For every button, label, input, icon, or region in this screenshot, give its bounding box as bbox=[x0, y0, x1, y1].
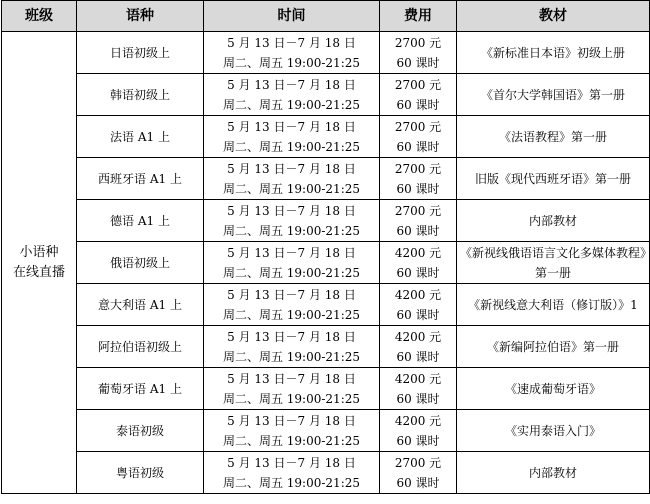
header-time: 时间 bbox=[204, 1, 380, 32]
textbook-cell: 《实用泰语入门》 bbox=[457, 410, 650, 452]
fee-amount: 2700 元 bbox=[394, 119, 442, 134]
fee-cell bbox=[380, 158, 457, 200]
weekly-schedule: 周二、周五 19:00-21:25 bbox=[222, 55, 361, 70]
fee-amount: 4200 元 bbox=[394, 245, 442, 260]
language-cell: 法语 A1 上 bbox=[77, 116, 204, 158]
class-hours: 60 课时 bbox=[396, 265, 440, 280]
date-range: 5 月 13 日－7 月 18 日 bbox=[227, 371, 356, 386]
time-cell bbox=[204, 368, 380, 410]
weekly-schedule: 周二、周五 19:00-21:25 bbox=[222, 433, 361, 448]
time-cell bbox=[204, 452, 380, 494]
fee-cell bbox=[380, 116, 457, 158]
date-range: 5 月 13 日－7 月 18 日 bbox=[227, 35, 356, 50]
textbook-cell: 《法语教程》第一册 bbox=[457, 116, 650, 158]
language-cell: 阿拉伯语初级上 bbox=[77, 326, 204, 368]
time-cell bbox=[204, 410, 380, 452]
class-name-cell bbox=[2, 32, 77, 494]
weekly-schedule: 周二、周五 19:00-21:25 bbox=[222, 181, 361, 196]
table-header bbox=[2, 1, 650, 32]
time-cell bbox=[204, 32, 380, 74]
language-cell: 德语 A1 上 bbox=[77, 200, 204, 242]
fee-cell bbox=[380, 74, 457, 116]
table-row bbox=[2, 242, 650, 284]
date-range: 5 月 13 日－7 月 18 日 bbox=[227, 245, 356, 260]
textbook-cell: 《新视线俄语语言文化多媒体教程》第一册 bbox=[457, 242, 650, 284]
fee-cell bbox=[380, 368, 457, 410]
fee-cell bbox=[380, 242, 457, 284]
table-row bbox=[2, 410, 650, 452]
header-row bbox=[2, 1, 650, 32]
date-range: 5 月 13 日－7 月 18 日 bbox=[227, 119, 356, 134]
language-cell: 西班牙语 A1 上 bbox=[77, 158, 204, 200]
table-row bbox=[2, 284, 650, 326]
time-cell bbox=[204, 242, 380, 284]
language-cell: 意大利语 A1 上 bbox=[77, 284, 204, 326]
fee-amount: 2700 元 bbox=[394, 35, 442, 50]
class-hours: 60 课时 bbox=[396, 307, 440, 322]
class-hours: 60 课时 bbox=[396, 223, 440, 238]
weekly-schedule: 周二、周五 19:00-21:25 bbox=[222, 475, 361, 490]
language-cell: 日语初级上 bbox=[77, 32, 204, 74]
textbook-cell: 内部教材 bbox=[457, 200, 650, 242]
fee-amount: 4200 元 bbox=[394, 329, 442, 344]
fee-cell bbox=[380, 326, 457, 368]
weekly-schedule: 周二、周五 19:00-21:25 bbox=[222, 223, 361, 238]
fee-cell bbox=[380, 32, 457, 74]
language-cell: 泰语初级 bbox=[77, 410, 204, 452]
time-cell bbox=[204, 74, 380, 116]
class-hours: 60 课时 bbox=[396, 55, 440, 70]
textbook-cell: 《新编阿拉伯语》第一册 bbox=[457, 326, 650, 368]
date-range: 5 月 13 日－7 月 18 日 bbox=[227, 161, 356, 176]
date-range: 5 月 13 日－7 月 18 日 bbox=[227, 287, 356, 302]
header-textbook: 教材 bbox=[457, 1, 650, 32]
weekly-schedule: 周二、周五 19:00-21:25 bbox=[222, 139, 361, 154]
header-fee: 费用 bbox=[380, 1, 457, 32]
fee-amount: 2700 元 bbox=[394, 203, 442, 218]
language-cell: 粤语初级 bbox=[77, 452, 204, 494]
date-range: 5 月 13 日－7 月 18 日 bbox=[227, 413, 356, 428]
fee-amount: 2700 元 bbox=[394, 77, 442, 92]
class-hours: 60 课时 bbox=[396, 97, 440, 112]
weekly-schedule: 周二、周五 19:00-21:25 bbox=[222, 349, 361, 364]
textbook-cell: 《新标准日本语》初级上册 bbox=[457, 32, 650, 74]
language-cell: 俄语初级上 bbox=[77, 242, 204, 284]
fee-cell bbox=[380, 200, 457, 242]
weekly-schedule: 周二、周五 19:00-21:25 bbox=[222, 97, 361, 112]
class-name-line: 小语种 bbox=[19, 244, 59, 260]
class-hours: 60 课时 bbox=[396, 181, 440, 196]
table-row bbox=[2, 200, 650, 242]
fee-cell bbox=[380, 410, 457, 452]
time-cell bbox=[204, 116, 380, 158]
fee-cell bbox=[380, 284, 457, 326]
fee-cell bbox=[380, 452, 457, 494]
table-row bbox=[2, 158, 650, 200]
table-row bbox=[2, 326, 650, 368]
class-name-line: 在线直播 bbox=[12, 264, 65, 280]
time-cell bbox=[204, 284, 380, 326]
date-range: 5 月 13 日－7 月 18 日 bbox=[227, 455, 356, 470]
class-hours: 60 课时 bbox=[396, 391, 440, 406]
weekly-schedule: 周二、周五 19:00-21:25 bbox=[222, 391, 361, 406]
header-language: 语种 bbox=[77, 1, 204, 32]
language-cell: 葡萄牙语 A1 上 bbox=[77, 368, 204, 410]
table-row bbox=[2, 116, 650, 158]
date-range: 5 月 13 日－7 月 18 日 bbox=[227, 329, 356, 344]
textbook-cell: 内部教材 bbox=[457, 452, 650, 494]
class-hours: 60 课时 bbox=[396, 349, 440, 364]
fee-amount: 4200 元 bbox=[394, 371, 442, 386]
time-cell bbox=[204, 200, 380, 242]
table-body bbox=[2, 32, 650, 494]
table-row bbox=[2, 368, 650, 410]
textbook-cell: 《新视线意大利语（修订版）》1 bbox=[457, 284, 650, 326]
table-row bbox=[2, 32, 650, 74]
textbook-cell: 《速成葡萄牙语》 bbox=[457, 368, 650, 410]
table-row bbox=[2, 74, 650, 116]
date-range: 5 月 13 日－7 月 18 日 bbox=[227, 203, 356, 218]
time-cell bbox=[204, 326, 380, 368]
class-hours: 60 课时 bbox=[396, 475, 440, 490]
header-class: 班级 bbox=[2, 1, 77, 32]
fee-amount: 2700 元 bbox=[394, 455, 442, 470]
date-range: 5 月 13 日－7 月 18 日 bbox=[227, 77, 356, 92]
weekly-schedule: 周二、周五 19:00-21:25 bbox=[222, 265, 361, 280]
course-schedule-table bbox=[1, 0, 650, 494]
fee-amount: 4200 元 bbox=[394, 413, 442, 428]
language-cell: 韩语初级上 bbox=[77, 74, 204, 116]
textbook-cell: 旧版《现代西班牙语》第一册 bbox=[457, 158, 650, 200]
class-hours: 60 课时 bbox=[396, 433, 440, 448]
class-hours: 60 课时 bbox=[396, 139, 440, 154]
weekly-schedule: 周二、周五 19:00-21:25 bbox=[222, 307, 361, 322]
fee-amount: 4200 元 bbox=[394, 287, 442, 302]
textbook-cell: 《首尔大学韩国语》第一册 bbox=[457, 74, 650, 116]
fee-amount: 2700 元 bbox=[394, 161, 442, 176]
time-cell bbox=[204, 158, 380, 200]
table-row bbox=[2, 452, 650, 494]
